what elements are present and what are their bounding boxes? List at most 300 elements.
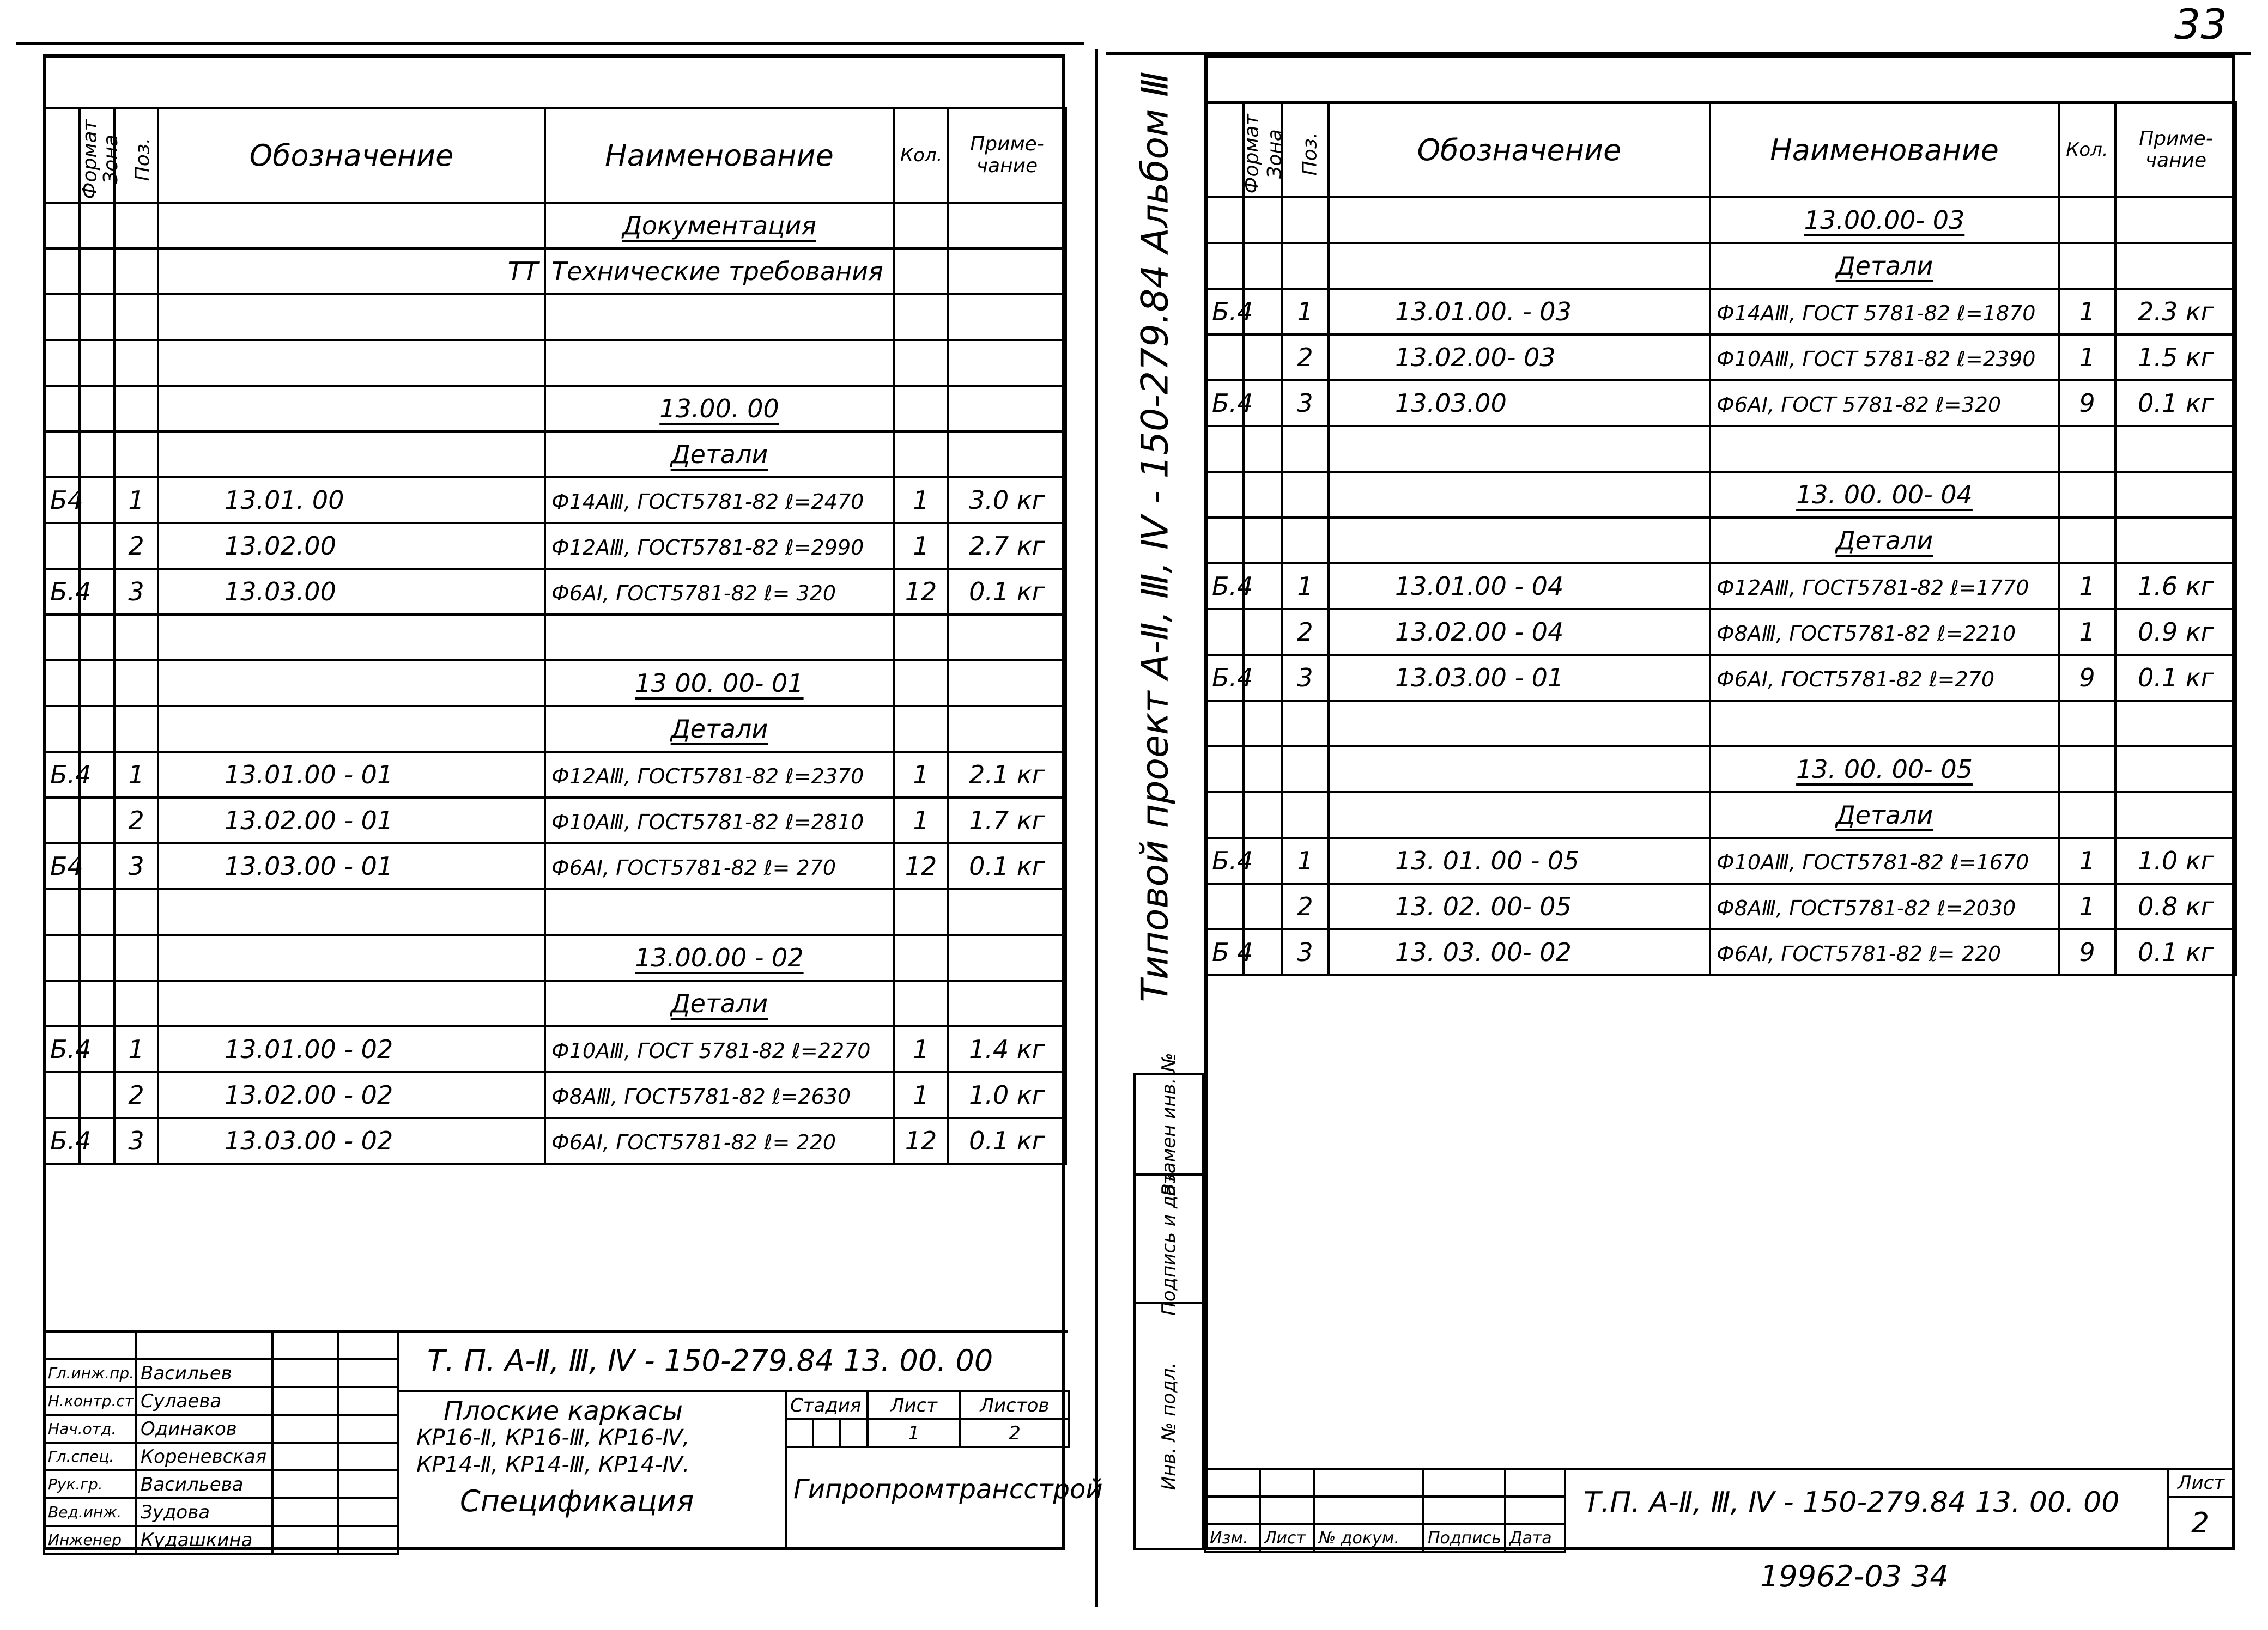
note-cell	[948, 294, 1066, 340]
table-row	[1205, 334, 2236, 380]
qty-cell	[894, 431, 948, 477]
name-cell: 13.00. 00	[545, 386, 894, 431]
pos-cell	[114, 203, 158, 248]
format-cell: Б.4	[1205, 289, 1244, 334]
note-cell	[2115, 746, 2236, 792]
designation-cell: 13.01.00 - 04	[1329, 563, 1710, 609]
name-cell: Ф10АⅢ, ГОСТ5781-82 ℓ=1670	[1710, 838, 2059, 884]
note-cell	[2115, 518, 2236, 563]
stamp-person-row	[44, 1470, 398, 1498]
table-row	[44, 477, 1066, 523]
format-cell: Б.4	[44, 1118, 80, 1164]
section-row	[1205, 518, 2236, 563]
stamp-signature	[272, 1415, 338, 1443]
section-row	[44, 431, 1066, 477]
pos-cell	[1282, 197, 1329, 243]
format-cell	[1205, 609, 1244, 655]
name-cell	[545, 340, 894, 386]
stamp-date	[338, 1415, 398, 1443]
zone-cell	[1244, 334, 1282, 380]
designation-cell: 13.01.00 - 02	[158, 1026, 545, 1072]
zone-cell	[80, 660, 114, 706]
stamp-role: Вед.инж.	[44, 1498, 136, 1526]
note-cell: 2.7 кг	[948, 523, 1066, 569]
qty-cell	[2059, 243, 2115, 289]
side-box-sign: Подпись и дата	[1133, 1173, 1204, 1304]
qty-cell	[2059, 792, 2115, 838]
qty-cell	[2059, 472, 2115, 518]
format-cell: Б4	[44, 843, 80, 889]
designation-cell: 13. 02. 00- 05	[1329, 884, 1710, 929]
table-row	[44, 1118, 1066, 1164]
stamp-top-border	[46, 1330, 1068, 1333]
pos-cell	[114, 981, 158, 1026]
left-stamp-title-1: Плоские каркасы	[444, 1396, 683, 1426]
table-row	[44, 569, 1066, 615]
blank-row	[44, 889, 1066, 935]
pos-cell	[114, 706, 158, 752]
name-cell	[1710, 701, 2059, 746]
table-row	[44, 523, 1066, 569]
format-cell	[1205, 884, 1244, 929]
note-cell	[948, 935, 1066, 981]
stamp-blank-cell	[44, 1331, 136, 1359]
left-sheet	[43, 54, 1103, 1551]
blank-row	[1205, 701, 2236, 746]
designation-cell	[1329, 426, 1710, 472]
note-cell: 1.4 кг	[948, 1026, 1066, 1072]
pos-cell: 3	[1282, 655, 1329, 701]
format-cell	[1205, 426, 1244, 472]
format-cell	[44, 294, 80, 340]
header-qty: Кол.	[894, 108, 948, 203]
zone-cell	[80, 843, 114, 889]
header-zone: Зона	[80, 108, 114, 203]
pos-cell	[114, 386, 158, 431]
pos-cell: 3	[1282, 929, 1329, 975]
section-row	[44, 935, 1066, 981]
bottom-note: 19962-03 34	[1760, 1559, 1949, 1593]
pos-cell	[1282, 426, 1329, 472]
name-cell: Детали	[1710, 792, 2059, 838]
stamp-person: Кореневская	[136, 1443, 272, 1470]
format-cell	[44, 203, 80, 248]
format-cell	[1205, 746, 1244, 792]
designation-cell	[1329, 746, 1710, 792]
section-row	[44, 706, 1066, 752]
qty-cell: 12	[894, 569, 948, 615]
designation-cell: 13.02.00 - 04	[1329, 609, 1710, 655]
pos-cell	[1282, 701, 1329, 746]
format-cell	[44, 248, 80, 294]
zone-cell	[80, 386, 114, 431]
stamp-signature	[272, 1387, 338, 1415]
designation-cell	[1329, 518, 1710, 563]
format-cell	[44, 431, 80, 477]
format-cell	[44, 981, 80, 1026]
side-box-replace: Взамен инв. №	[1133, 1073, 1204, 1176]
qty-cell: 12	[894, 1118, 948, 1164]
name-cell: Ф6АI, ГОСТ5781-82 ℓ= 270	[545, 843, 894, 889]
table-row	[44, 1072, 1066, 1118]
qty-cell	[2059, 701, 2115, 746]
qty-cell	[894, 935, 948, 981]
format-cell: Б.4	[44, 569, 80, 615]
qty-cell: 1	[894, 1026, 948, 1072]
designation-cell	[158, 203, 545, 248]
pos-cell: 3	[114, 569, 158, 615]
note-cell	[2115, 243, 2236, 289]
section-row	[44, 386, 1066, 431]
name-cell: 13 00. 00- 01	[545, 660, 894, 706]
qty-cell	[2059, 518, 2115, 563]
table-row	[1205, 655, 2236, 701]
designation-cell: 13. 01. 00 - 05	[1329, 838, 1710, 884]
left-stamp-title-2: КР16-Ⅱ, КР16-Ⅲ, КР16-Ⅳ,	[416, 1425, 690, 1450]
format-cell	[44, 889, 80, 935]
qty-cell: 1	[894, 523, 948, 569]
header-designation: Обозначение	[158, 108, 545, 203]
stamp-person: Зудова	[136, 1498, 272, 1526]
format-cell	[1205, 243, 1244, 289]
table-row	[1205, 609, 2236, 655]
sheet-value: 1	[868, 1419, 960, 1447]
qty-cell	[894, 248, 948, 294]
designation-cell: 13.02.00	[158, 523, 545, 569]
table-row	[1205, 838, 2236, 884]
zone-cell	[80, 798, 114, 843]
stamp-blank-cell	[136, 1331, 272, 1359]
header-format: Формат	[1205, 102, 1244, 197]
qty-cell: 1	[894, 1072, 948, 1118]
pos-cell: 3	[114, 843, 158, 889]
pos-cell	[1282, 518, 1329, 563]
right-sheet	[1204, 54, 2235, 1550]
qty-cell	[894, 386, 948, 431]
format-cell	[44, 706, 80, 752]
sheets-label: Листов	[960, 1391, 1069, 1419]
name-cell: Детали	[545, 981, 894, 1026]
format-cell	[44, 340, 80, 386]
name-cell: Ф12АⅢ, ГОСТ5781-82 ℓ=2990	[545, 523, 894, 569]
note-cell: 1.0 кг	[948, 1072, 1066, 1118]
right-spec-table	[1204, 101, 2237, 976]
designation-cell	[1329, 792, 1710, 838]
pos-cell	[114, 615, 158, 660]
header-pos: Поз.	[1282, 102, 1329, 197]
blank-row	[44, 294, 1066, 340]
name-cell: Ф14АⅢ, ГОСТ 5781-82 ℓ=1870	[1710, 289, 2059, 334]
stamp-person: Кудашкина	[136, 1526, 272, 1554]
note-cell: 0.1 кг	[2115, 380, 2236, 426]
note-cell: 0.1 кг	[948, 1118, 1066, 1164]
pos-cell: 3	[114, 1118, 158, 1164]
stamp-signature	[272, 1498, 338, 1526]
note-cell: 1.0 кг	[2115, 838, 2236, 884]
pos-cell: 1	[1282, 289, 1329, 334]
note-cell	[948, 660, 1066, 706]
designation-cell	[158, 386, 545, 431]
name-cell: 13. 00. 00- 05	[1710, 746, 2059, 792]
designation-cell	[158, 615, 545, 660]
qty-cell: 1	[894, 798, 948, 843]
stamp-signature	[272, 1359, 338, 1387]
zone-cell	[80, 981, 114, 1026]
table-row	[1205, 289, 2236, 334]
header-note: Приме-чание	[948, 108, 1066, 203]
note-cell: 0.1 кг	[2115, 655, 2236, 701]
pos-cell	[114, 889, 158, 935]
qty-cell: 1	[2059, 609, 2115, 655]
note-cell: 1.5 кг	[2115, 334, 2236, 380]
blank-row	[44, 340, 1066, 386]
name-cell: Ф8АⅢ, ГОСТ5781-82 ℓ=2630	[545, 1072, 894, 1118]
zone-cell	[80, 706, 114, 752]
pos-cell	[1282, 746, 1329, 792]
pos-cell: 1	[1282, 838, 1329, 884]
section-row	[44, 981, 1066, 1026]
designation-cell: 13.01. 00	[158, 477, 545, 523]
designation-cell	[158, 660, 545, 706]
stamp-signature	[272, 1526, 338, 1554]
left-stamp-org: Гипропромтрансстрой	[793, 1474, 1103, 1505]
zone-cell	[1244, 197, 1282, 243]
note-cell: 2.1 кг	[948, 752, 1066, 798]
format-cell: Б.4	[44, 1026, 80, 1072]
note-cell: 0.8 кг	[2115, 884, 2236, 929]
name-cell	[545, 615, 894, 660]
pos-cell	[114, 248, 158, 294]
note-cell	[948, 889, 1066, 935]
header-name: Наименование	[545, 108, 894, 203]
designation-cell	[158, 935, 545, 981]
name-cell: Ф10АⅢ, ГОСТ 5781-82 ℓ=2270	[545, 1026, 894, 1072]
section-row	[1205, 746, 2236, 792]
zone-cell	[1244, 701, 1282, 746]
note-cell	[948, 615, 1066, 660]
note-cell	[2115, 701, 2236, 746]
footer-col-label: Изм.	[1205, 1524, 1260, 1552]
footer-col-label: Дата	[1505, 1524, 1565, 1552]
designation-cell: 13.01.00. - 03	[1329, 289, 1710, 334]
zone-cell	[1244, 426, 1282, 472]
stamp-person-row	[44, 1526, 398, 1554]
name-cell	[1710, 426, 2059, 472]
note-cell: 0.1 кг	[948, 843, 1066, 889]
right-footer-cols	[1204, 1468, 1566, 1553]
name-cell: Ф8АⅢ, ГОСТ5781-82 ℓ=2030	[1710, 884, 2059, 929]
stamp-role: Рук.гр.	[44, 1470, 136, 1498]
section-row	[1205, 243, 2236, 289]
pos-cell	[114, 935, 158, 981]
designation-cell	[158, 889, 545, 935]
format-cell	[1205, 334, 1244, 380]
designation-cell: 13.03.00 - 01	[1329, 655, 1710, 701]
designation-cell: 13.03.00 - 01	[158, 843, 545, 889]
header-zone: Зона	[1244, 102, 1282, 197]
designation-cell	[158, 981, 545, 1026]
note-cell	[948, 981, 1066, 1026]
stamp-date	[338, 1498, 398, 1526]
name-cell	[545, 294, 894, 340]
designation-cell: 13.03.00	[158, 569, 545, 615]
stamp-signature	[272, 1443, 338, 1470]
pos-cell: 1	[114, 477, 158, 523]
pos-cell: 2	[1282, 609, 1329, 655]
section-row	[44, 660, 1066, 706]
stamp-blank-row	[44, 1331, 398, 1359]
note-cell: 3.0 кг	[948, 477, 1066, 523]
fold-line	[1095, 49, 1098, 1607]
pos-cell: 2	[1282, 334, 1329, 380]
format-cell	[44, 660, 80, 706]
designation-cell	[158, 294, 545, 340]
blank-row	[44, 248, 1066, 294]
format-cell	[44, 1072, 80, 1118]
name-cell: Ф6АI, ГОСТ5781-82 ℓ=270	[1710, 655, 2059, 701]
note-cell	[2115, 426, 2236, 472]
zone-cell	[80, 615, 114, 660]
pos-cell	[114, 294, 158, 340]
table-row	[44, 1026, 1066, 1072]
header-note: Приме-чание	[2115, 102, 2236, 197]
zone-cell	[1244, 472, 1282, 518]
designation-cell	[158, 431, 545, 477]
format-cell	[1205, 197, 1244, 243]
note-cell	[948, 203, 1066, 248]
qty-cell: 1	[894, 477, 948, 523]
right-footer-sheet: 2	[2191, 1507, 2210, 1540]
header-designation: Обозначение	[1329, 102, 1710, 197]
designation-cell: 13.02.00- 03	[1329, 334, 1710, 380]
qty-cell	[2059, 197, 2115, 243]
format-cell	[44, 386, 80, 431]
side-title: Типовой проект А-Ⅱ, Ⅲ, Ⅳ - 150-279.84 Альбом Ⅲ	[1133, 71, 1177, 1002]
pos-cell: 1	[114, 1026, 158, 1072]
stamp-role: Гл.инж.пр.	[44, 1359, 136, 1387]
zone-cell	[80, 431, 114, 477]
stamp-date	[338, 1359, 398, 1387]
name-cell: 13. 00. 00- 04	[1710, 472, 2059, 518]
designation-cell	[1329, 701, 1710, 746]
stamp-divider-v1	[397, 1330, 399, 1548]
qty-cell	[894, 203, 948, 248]
format-cell	[1205, 518, 1244, 563]
stamp-person: Васильев	[136, 1359, 272, 1387]
name-cell: 13.00.00- 03	[1710, 197, 2059, 243]
format-cell	[1205, 792, 1244, 838]
zone-cell	[1244, 884, 1282, 929]
format-cell: Б.4	[1205, 655, 1244, 701]
name-cell: Документация	[545, 203, 894, 248]
left-stamp-title-3: КР14-Ⅱ, КР14-Ⅲ, КР14-Ⅳ.	[416, 1452, 690, 1477]
note-cell: 0.1 кг	[948, 569, 1066, 615]
name-cell: Ф12АⅢ, ГОСТ5781-82 ℓ=1770	[1710, 563, 2059, 609]
format-cell	[1205, 472, 1244, 518]
designation-cell: 13.03.00 - 02	[158, 1118, 545, 1164]
qty-cell	[894, 340, 948, 386]
designation-cell	[158, 706, 545, 752]
note-cell	[2115, 197, 2236, 243]
format-cell	[44, 935, 80, 981]
designation-cell: 13.03.00	[1329, 380, 1710, 426]
section-row	[1205, 472, 2236, 518]
stamp-person-row	[44, 1498, 398, 1526]
footer-col-label: Подпись	[1423, 1524, 1505, 1552]
designation-cell: 13.02.00 - 02	[158, 1072, 545, 1118]
table-row	[1205, 884, 2236, 929]
format-cell: Б.4	[1205, 563, 1244, 609]
right-footer-sheet-label: Лист	[2178, 1472, 2225, 1494]
note-cell	[2115, 472, 2236, 518]
zone-cell	[80, 1072, 114, 1118]
name-cell: Детали	[545, 431, 894, 477]
zone-cell	[1244, 792, 1282, 838]
name-cell: 13.00.00 - 02	[545, 935, 894, 981]
name-cell: Технические требования	[545, 248, 894, 294]
stamp-person: Одинаков	[136, 1415, 272, 1443]
left-stamp-persons	[43, 1330, 399, 1555]
name-cell: Ф14АⅢ, ГОСТ5781-82 ℓ=2470	[545, 477, 894, 523]
name-cell: Ф12АⅢ, ГОСТ5781-82 ℓ=2370	[545, 752, 894, 798]
designation-cell: 13.02.00 - 01	[158, 798, 545, 843]
designation-cell: 13.01.00 - 01	[158, 752, 545, 798]
note-cell: 1.7 кг	[948, 798, 1066, 843]
stamp-person-row	[44, 1415, 398, 1443]
qty-cell	[894, 706, 948, 752]
pos-cell	[114, 431, 158, 477]
stamp-date	[338, 1526, 398, 1554]
qty-cell: 1	[2059, 563, 2115, 609]
format-cell: Б4	[44, 477, 80, 523]
note-cell: 0.1 кг	[2115, 929, 2236, 975]
zone-cell	[80, 523, 114, 569]
designation-cell	[1329, 243, 1710, 289]
stamp-role: Гл.спец.	[44, 1443, 136, 1470]
pos-cell: 2	[114, 523, 158, 569]
qty-cell: 1	[894, 752, 948, 798]
name-cell: Детали	[1710, 518, 2059, 563]
designation-cell: 13. 03. 00- 02	[1329, 929, 1710, 975]
stamp-person: Сулаева	[136, 1387, 272, 1415]
format-cell: Б.4	[44, 752, 80, 798]
stamp-role: Нач.отд.	[44, 1415, 136, 1443]
qty-cell: 1	[2059, 289, 2115, 334]
name-cell: Ф6АI, ГОСТ5781-82 ℓ= 220	[545, 1118, 894, 1164]
designation-cell	[158, 340, 545, 386]
note-cell	[948, 248, 1066, 294]
section-row	[44, 203, 1066, 248]
stamp-person-row	[44, 1387, 398, 1415]
qty-cell	[894, 615, 948, 660]
pos-cell: 1	[114, 752, 158, 798]
name-cell: Ф6АI, ГОСТ5781-82 ℓ= 220	[1710, 929, 2059, 975]
right-footer-h	[2167, 1496, 2235, 1498]
table-row	[1205, 380, 2236, 426]
format-cell: Б.4	[1205, 838, 1244, 884]
qty-cell	[2059, 426, 2115, 472]
note-cell	[948, 386, 1066, 431]
name-cell: Ф10АⅢ, ГОСТ5781-82 ℓ=2810	[545, 798, 894, 843]
pos-cell: 3	[1282, 380, 1329, 426]
stage-label: Стадия	[786, 1391, 868, 1419]
blank-row	[44, 615, 1066, 660]
qty-cell	[894, 294, 948, 340]
designation-cell	[1329, 197, 1710, 243]
format-cell: Б.4	[1205, 380, 1244, 426]
stamp-role: Н.контр.ст.	[44, 1387, 136, 1415]
name-cell: Ф6АI, ГОСТ 5781-82 ℓ=320	[1710, 380, 2059, 426]
